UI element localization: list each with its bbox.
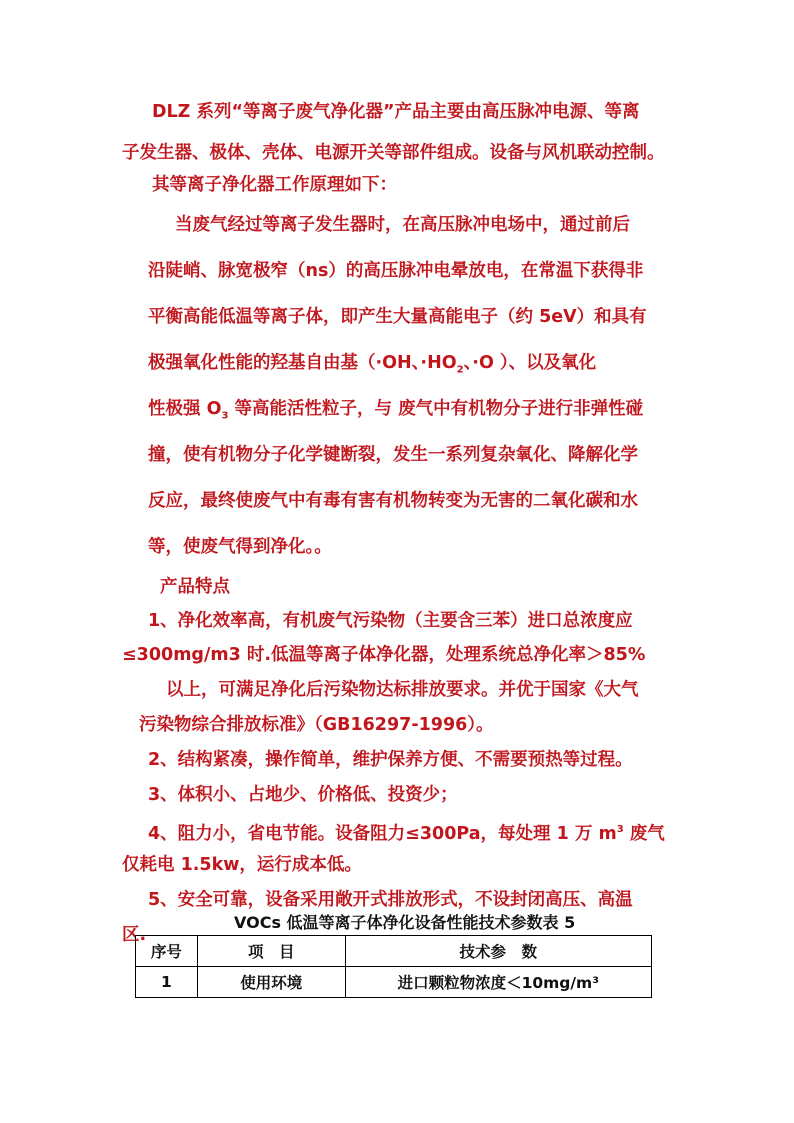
feature-1-line-3: 以上，可满足净化后污染物达标排放要求。并优于国家《大气 — [166, 680, 639, 700]
principle-line-1: 当废气经过等离子发生器时，在高压脉冲电场中，通过前后 — [175, 215, 630, 235]
principle-line-6: 撞，使有机物分子化学键断裂，发生一系列复杂氧化、降解化学 — [148, 445, 638, 465]
principle-line-5a: 性极强 O — [148, 399, 222, 419]
principle-line-4a: 极强氧化性能的羟基自由基（·OH、·HO — [148, 353, 457, 373]
feature-2: 2、结构紧凑，操作简单，维护保养方便、不需要预热等过程。 — [148, 750, 633, 770]
header-item: 项 目 — [197, 936, 345, 967]
feature-4b: 废气 — [623, 823, 665, 844]
cell-param: 进口颗粒物浓度＜10mg/m³ — [345, 967, 651, 998]
ho2-subscript: 2 — [456, 364, 464, 376]
principle-line-4 — [148, 352, 596, 382]
o3-subscript: 3 — [221, 410, 229, 422]
feature-3: 3、体积小、占地少、价格低、投资少； — [148, 785, 458, 805]
header-seq: 序号 — [136, 936, 198, 967]
feature-5-line-2: 区. — [122, 925, 147, 945]
header-param: 技术参 数 — [345, 936, 651, 967]
principle-line-2: 沿陡峭、脉宽极窄（ns）的高压脉冲电晕放电，在常温下获得非 — [148, 261, 644, 281]
feature-1-line-2: ≤300mg/m3 时.低温等离子体净化器，处理系统总净化率＞85% — [122, 645, 646, 665]
feature-1-line-4: 污染物综合排放标准》（GB16297-1996）。 — [139, 715, 494, 735]
features-heading: 产品特点 — [160, 577, 230, 597]
cell-seq: 1 — [136, 967, 198, 998]
feature-4-line-2: 仅耗电 1.5kw，运行成本低。 — [122, 855, 362, 875]
feature-4-line-1 — [148, 819, 665, 845]
intro-line-1: DLZ 系列“等离子废气净化器”产品主要由高压脉冲电源、等离 — [152, 102, 640, 122]
intro-line-3: 其等离子净化器工作原理如下： — [152, 175, 397, 195]
principle-line-5b: 等高能活性粒子，与 废气中有机物分子进行非弹性碰 — [228, 399, 644, 419]
principle-line-7: 反应，最终使废气中有毒有害有机物转变为无害的二氧化碳和水 — [148, 491, 638, 511]
feature-4a: 4、阻力小，省电节能。设备阻力≤300Pa，每处理 1 万 m — [148, 823, 617, 844]
principle-line-3: 平衡高能低温等离子体，即产生大量高能电子（约 5eV）和具有 — [148, 307, 647, 327]
m3-superscript: 3 — [616, 824, 624, 835]
parameter-table — [135, 935, 652, 998]
principle-line-8: 等，使废气得到净化。。 — [148, 537, 332, 557]
intro-line-2: 子发生器、极体、壳体、电源开关等部件组成。设备与风机联动控制。 — [122, 143, 665, 163]
feature-5-line-1: 5、安全可靠，设备采用敞开式排放形式，不设封闭高压、高温 — [148, 890, 633, 910]
principle-line-4b: 、·O ）、以及氧化 — [463, 353, 597, 373]
principle-line-5 — [148, 398, 643, 428]
feature-1-line-1: 1、净化效率高，有机废气污染物（主要含三苯）进口总浓度应 — [148, 611, 633, 631]
table-header-row — [136, 936, 652, 967]
table-row — [136, 967, 652, 998]
table-caption: VOCs 低温等离子体净化设备性能技术参数表 5 — [234, 913, 576, 932]
cell-item: 使用环境 — [197, 967, 345, 998]
